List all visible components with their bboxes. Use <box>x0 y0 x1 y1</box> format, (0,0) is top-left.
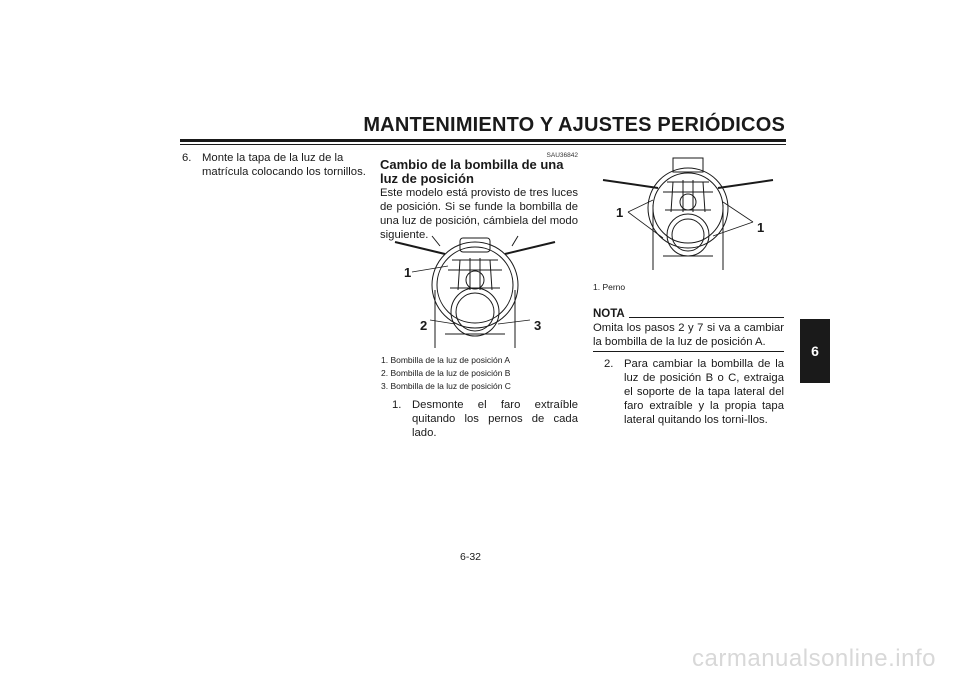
title-rule-thick <box>180 139 786 142</box>
middle-step-1 <box>392 398 578 440</box>
nota-end-rule <box>593 351 784 352</box>
section-code: SAU36842 <box>546 152 578 159</box>
figure-callout-1: 1 <box>616 205 624 220</box>
step-number: 6. <box>182 152 192 164</box>
page-title: MANTENIMIENTO Y AJUSTES PERIÓDICOS <box>363 114 785 136</box>
figure-callout-1: 1 <box>757 220 765 235</box>
nota-rule <box>629 317 784 318</box>
caption-item: 2. Bombilla de la luz de posición B <box>381 368 511 378</box>
figure-caption-perno: 1. Perno <box>593 282 626 292</box>
step-number: 1. <box>392 399 402 411</box>
page-number: 6-32 <box>460 551 482 563</box>
watermark: carmanualsonline.info <box>692 645 936 672</box>
left-step-6 <box>182 151 370 179</box>
headlight-figure-positions <box>390 230 560 350</box>
right-step-2 <box>604 357 784 427</box>
figure-callout-2: 2 <box>420 318 428 333</box>
step-text: Para cambiar la bombilla de la luz de posición B o C, extraiga el soporte de la tapa lateral del faro extraíble y la propia tapa lateral quitando los torni-llos. <box>624 358 784 426</box>
title-rule-thin <box>180 144 786 145</box>
step-number: 2. <box>604 358 614 370</box>
chapter-tab: 6 <box>800 319 830 383</box>
caption-item: 3. Bombilla de la luz de posición C <box>381 381 511 391</box>
figure-callout-1: 1 <box>404 265 412 280</box>
section-intro: Este modelo está provisto de tres luces de posición. Si se funde la bombilla de una luz de posición, cámbiela del modo siguiente. <box>380 187 578 241</box>
figure-callout-3: 3 <box>534 318 542 333</box>
step-text: Monte la tapa de la luz de la matrícula colocando los tornillos. <box>202 152 366 178</box>
nota-text: Omita los pasos 2 y 7 si va a cambiar la bombilla de la luz de posición A. <box>593 322 784 348</box>
nota-header <box>593 306 784 320</box>
nota-label: NOTA <box>593 308 625 320</box>
caption-item: 1. Bombilla de la luz de posición A <box>381 355 510 365</box>
section-heading: Cambio de la bombilla de una luz de posición <box>380 157 564 186</box>
figure-captions <box>381 354 581 393</box>
headlight-figure-bolts <box>593 150 783 274</box>
step-text: Desmonte el faro extraíble quitando los pernos de cada lado. <box>412 399 578 439</box>
